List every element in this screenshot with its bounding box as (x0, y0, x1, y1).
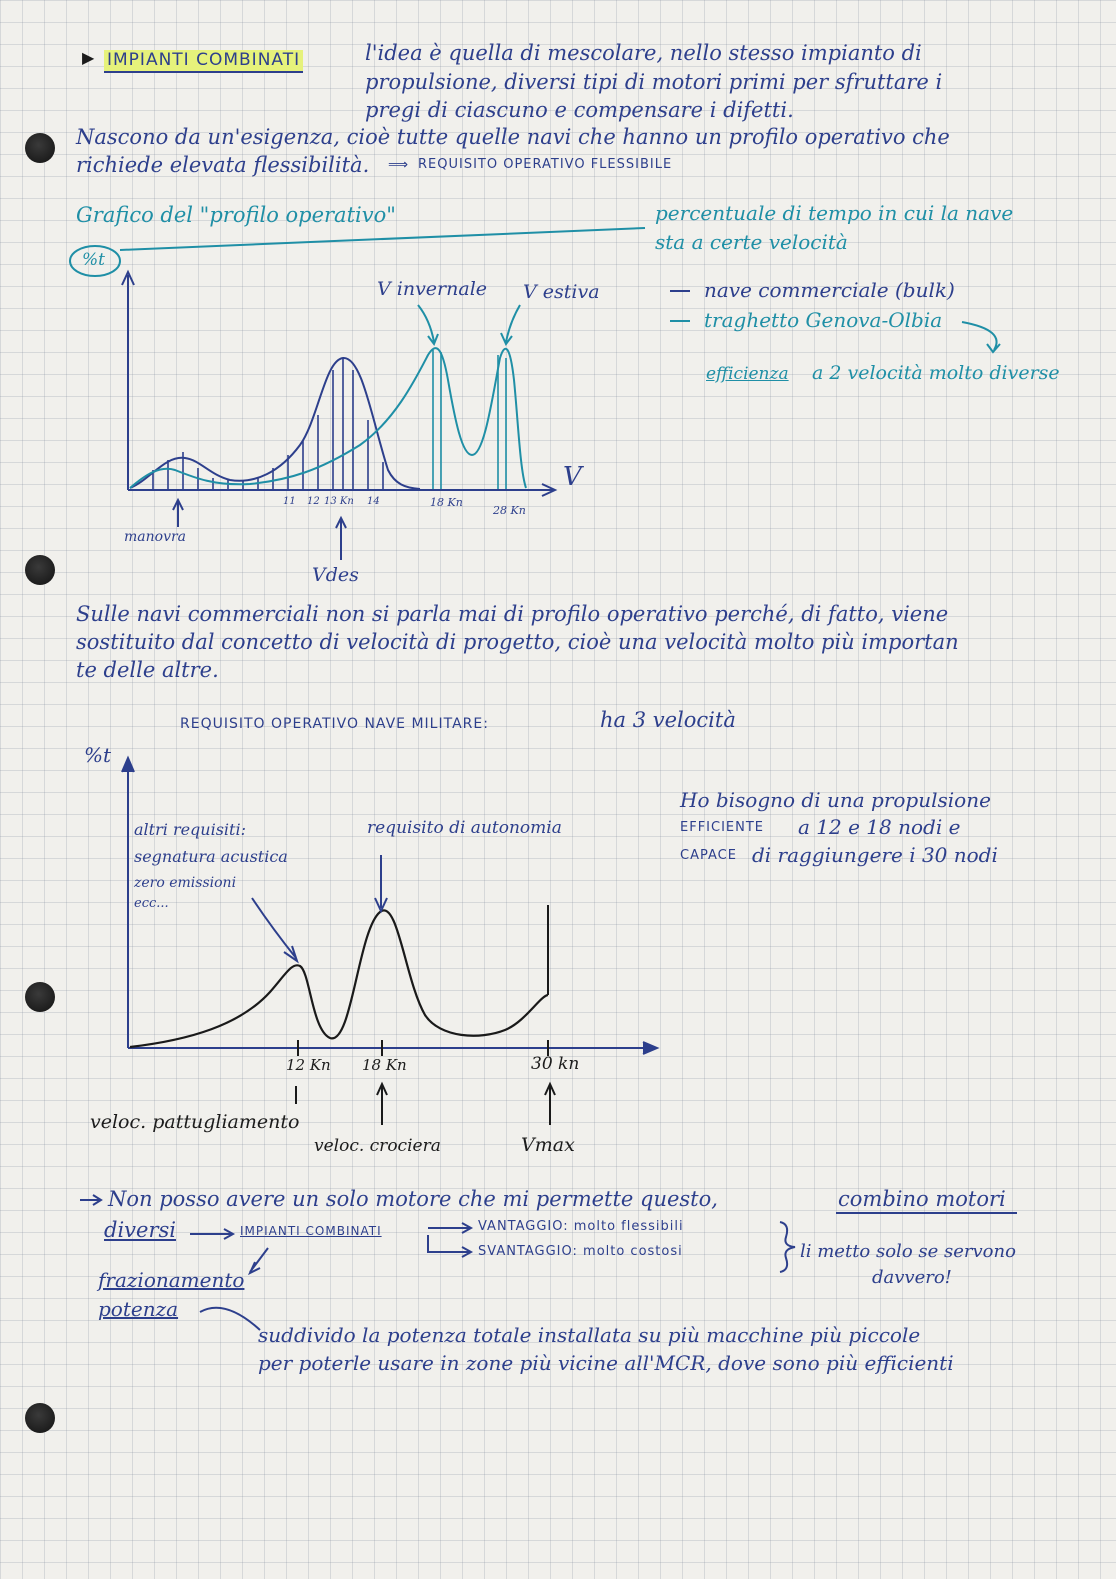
conclusion-line-1b: combino motori (838, 1187, 1006, 1211)
conclusion-usage-line-1: li metto solo se servono (800, 1241, 1016, 1262)
legend-ferry-note-key: efficienza (706, 364, 789, 384)
chart1-heading-connector (120, 228, 645, 250)
conclusion-line-2b: IMPIANTI COMBINATI (240, 1224, 382, 1238)
chart2-annotation-left-arrow (252, 898, 297, 961)
conclusion-brace (780, 1222, 795, 1272)
chart2-military-curve (130, 910, 548, 1047)
chart1-description-line-1: percentuale di tempo in cui la nave (655, 201, 1014, 225)
chart1-tick-11: 11 (283, 496, 296, 507)
chart1-description-line-2: sta a certe velocità (655, 230, 848, 254)
commercial-note-line-1: Sulle navi commerciali non si parla mai di profilo operativo perché, di fatto, viene (76, 602, 949, 626)
chart2-need-line-3-cap: CAPACE (680, 848, 737, 863)
chart1-peak-summer: V estiva (523, 281, 600, 303)
conclusion-usage-line-2: davvero! (872, 1267, 952, 1288)
chart2-x-axis-arrow (643, 1042, 657, 1054)
chart1-x-axis-arrow (542, 484, 555, 496)
chart2-speed-patrol: veloc. pattugliamento (90, 1111, 300, 1133)
chart1-tick-28: 28 Kn (493, 504, 526, 517)
chart2-annotation-left-4: ecc... (134, 896, 169, 911)
chart2-annotation-left-1: altri requisiti: (134, 820, 246, 839)
conclusion-fraction-desc-2: per poterle usare in zone più vicine all'MCR, dove sono più efficienti (258, 1351, 954, 1375)
conclusion-line-2a: diversi (104, 1218, 176, 1242)
conclusion-fraction-line-2: potenza (98, 1297, 179, 1321)
chart2-annotation-center: requisito di autonomia (367, 818, 562, 838)
chart1-ylabel: %t (82, 250, 105, 270)
chart1-winter-arrow (418, 305, 438, 344)
conclusion-fraction-link (200, 1308, 260, 1330)
chart1-design-arrowhead (336, 518, 346, 528)
chart1-ferry-curve (130, 348, 526, 488)
chart1-tick-18: 18 Kn (430, 496, 463, 509)
chart2-heading-left: REQUISITO OPERATIVO NAVE MILITARE: (180, 716, 489, 732)
conclusion-fraction-desc-1: suddivido la potenza totale installata su più macchine più piccole (258, 1323, 921, 1347)
legend-ferry-arrow (962, 322, 1000, 352)
chart2-annotation-center-arrowhead (375, 898, 387, 911)
chart2-annotation-left-2: segnatura acustica (134, 847, 288, 866)
chart2-tick-label-30: 30 kn (531, 1054, 580, 1074)
section-title: IMPIANTI COMBINATI (104, 50, 303, 73)
chart2-speed-vmax: Vmax (521, 1134, 575, 1156)
chart1-summer-arrow (501, 305, 520, 344)
commercial-note-line-2: sostituito dal concetto di velocità di progetto, cioè una velocità molto più importan (76, 630, 959, 654)
bullet-arrow-icon: ▶ (82, 48, 95, 67)
chart1-histogram-bars (153, 350, 506, 489)
chart2-annotation-left-3: zero emissioni (134, 875, 237, 891)
chart2-need-line-1: Ho bisogno di una propulsione (680, 788, 991, 812)
chart1-peak-winter: V invernale (377, 278, 488, 300)
origin-result: REQUISITO OPERATIVO FLESSIBILE (418, 157, 673, 172)
conclusion-disadvantage: SVANTAGGIO: molto costosi (478, 1244, 683, 1259)
binder-hole-2 (25, 555, 55, 585)
origin-result-arrow: ⟹ (388, 157, 410, 173)
conclusion-fraction-line-1: frazionamento (98, 1268, 245, 1292)
binder-hole-4 (25, 1403, 55, 1433)
legend-ferry-note-rest: a 2 velocità molto diverse (812, 362, 1060, 384)
chart2-cruise-arrowhead (377, 1084, 387, 1095)
chart2-need-line-2-rest: a 12 e 18 nodi e (798, 815, 961, 839)
chart2-vmax-arrowhead (545, 1084, 555, 1095)
chart1-tick-13: 13 Kn (324, 496, 354, 507)
intro-line-1: l'idea è quella di mescolare, nello stesso impianto di (365, 41, 922, 65)
chart2-speed-cruise: veloc. crociera (314, 1136, 441, 1156)
chart1-y-axis-arrow (122, 272, 134, 285)
conclusion-advantage: VANTAGGIO: molto flessibili (478, 1219, 684, 1234)
conclusion-line-1a: Non posso avere un solo motore che mi permette questo, (108, 1187, 718, 1211)
conclusion-branch (428, 1223, 471, 1257)
chart2-heading-right: ha 3 velocità (600, 708, 736, 732)
chart1-manoeuvre-arrowhead (173, 500, 183, 510)
chart1-manoeuvre-label: manovra (124, 529, 187, 545)
conclusion-arrow-2 (190, 1229, 233, 1239)
origin-line-1: Nascono da un'esigenza, cioè tutte quelle navi che hanno un profilo operativo che (76, 125, 950, 149)
chart2-need-line-2-cap: EFFICIENTE (680, 820, 765, 835)
binder-hole-3 (25, 982, 55, 1012)
chart1-tick-12: 12 (307, 496, 320, 507)
chart2-need-line-3-rest: di raggiungere i 30 nodi (752, 843, 998, 867)
chart1-design-label: Vdes (312, 564, 359, 586)
chart1-heading: Grafico del "profilo operativo" (76, 203, 396, 227)
chart1-tick-14: 14 (367, 496, 380, 507)
legend-commercial-label: nave commerciale (bulk) (704, 278, 955, 302)
origin-line-2: richiede elevata flessibilità. (76, 153, 370, 177)
chart2-ylabel: %t (84, 743, 112, 767)
legend-ferry-label: traghetto Genova-Olbia (704, 308, 943, 332)
chart2-tick-label-18: 18 Kn (362, 1056, 407, 1074)
intro-line-2: propulsione, diversi tipi di motori primi per sfruttare i (365, 70, 943, 94)
binder-hole-1 (25, 133, 55, 163)
commercial-note-line-3: te delle altre. (76, 658, 219, 682)
conclusion-arrow-1 (80, 1195, 101, 1205)
chart1-xlabel: V (563, 462, 582, 492)
chart1-commercial-curve (130, 358, 420, 489)
chart2-tick-label-12: 12 Kn (286, 1056, 331, 1074)
intro-line-3: pregi di ciascuno e compensare i difetti. (365, 98, 794, 122)
chart2-y-axis-arrow (122, 758, 134, 772)
conclusion-fraction-arrow (250, 1248, 268, 1273)
